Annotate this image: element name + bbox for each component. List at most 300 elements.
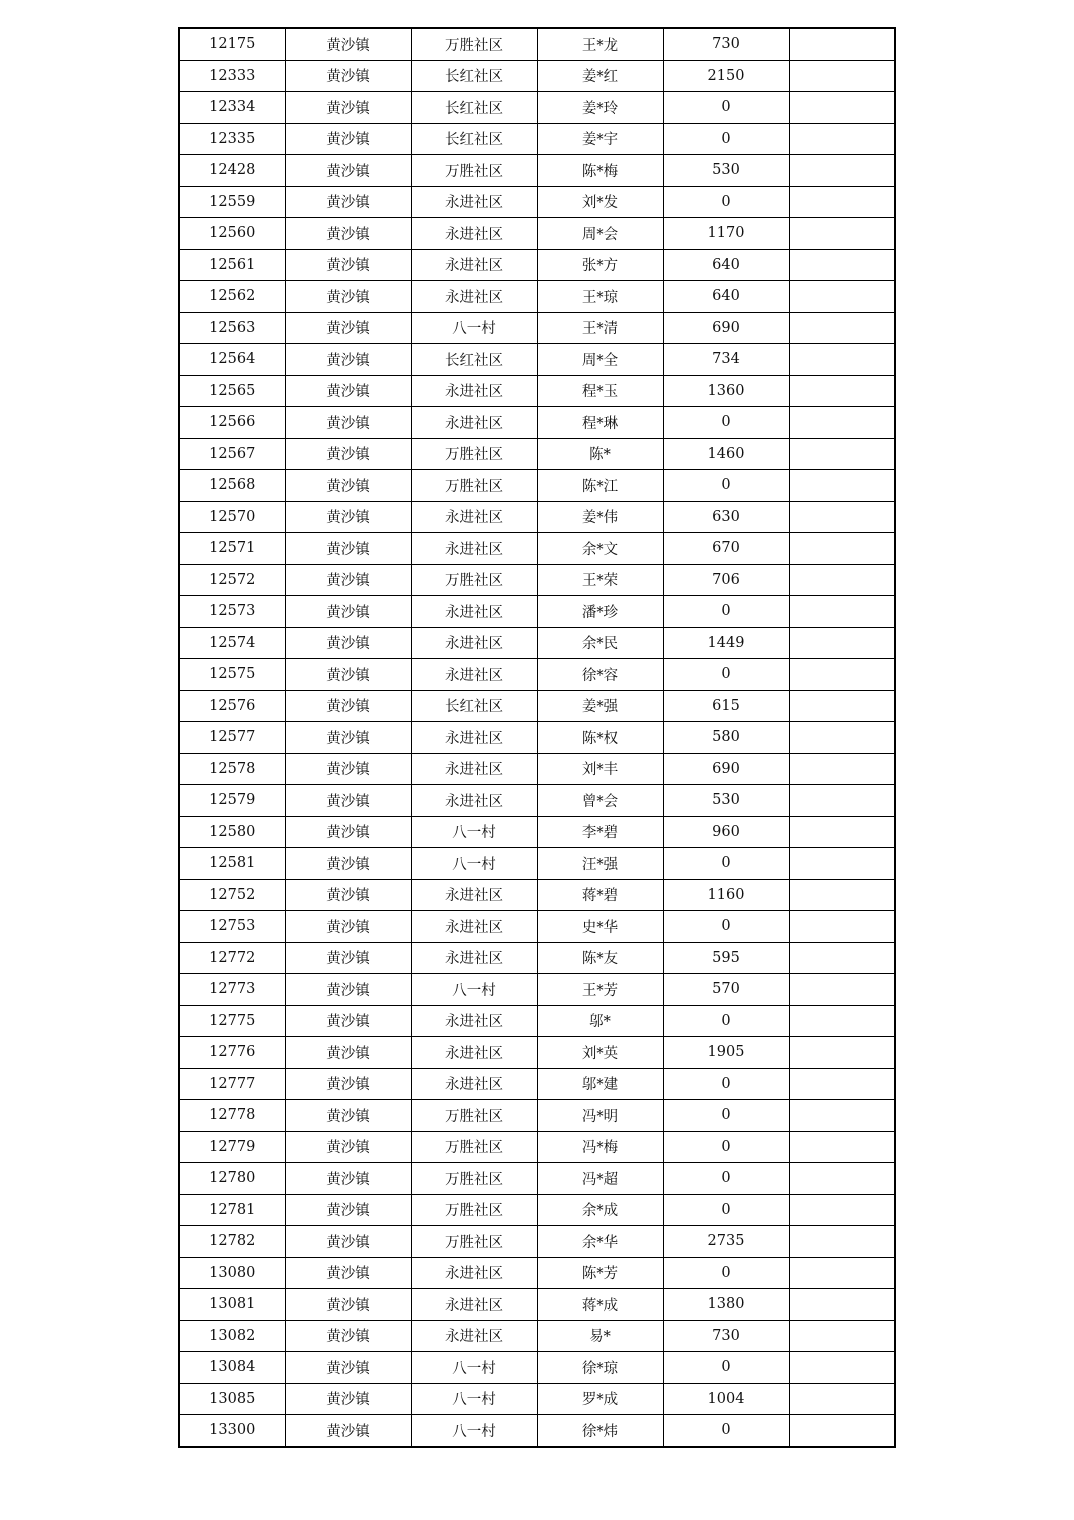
record-id-cell: 12575 (179, 659, 285, 691)
amount-cell: 0 (663, 92, 789, 124)
amount-cell: 1449 (663, 627, 789, 659)
town-cell: 黄沙镇 (285, 1131, 411, 1163)
note-cell (789, 470, 895, 502)
note-cell (789, 501, 895, 533)
table-row (179, 753, 895, 785)
record-id-cell: 12573 (179, 596, 285, 628)
community-cell: 永进社区 (411, 753, 537, 785)
table-row (179, 1415, 895, 1447)
town-cell: 黄沙镇 (285, 816, 411, 848)
amount-cell: 706 (663, 564, 789, 596)
table-row (179, 1383, 895, 1415)
note-cell (789, 155, 895, 187)
record-id-cell: 12567 (179, 438, 285, 470)
table-row (179, 28, 895, 60)
community-cell: 长红社区 (411, 123, 537, 155)
town-cell: 黄沙镇 (285, 785, 411, 817)
community-cell: 八一村 (411, 1352, 537, 1384)
record-id-cell: 12565 (179, 375, 285, 407)
town-cell: 黄沙镇 (285, 1352, 411, 1384)
note-cell (789, 785, 895, 817)
name-cell: 易* (537, 1320, 663, 1352)
note-cell (789, 596, 895, 628)
community-cell: 长红社区 (411, 690, 537, 722)
note-cell (789, 1005, 895, 1037)
table-row (179, 1037, 895, 1069)
record-id-cell: 12577 (179, 722, 285, 754)
name-cell: 姜*强 (537, 690, 663, 722)
amount-cell: 1460 (663, 438, 789, 470)
record-id-cell: 13085 (179, 1383, 285, 1415)
town-cell: 黄沙镇 (285, 1037, 411, 1069)
record-id-cell: 13080 (179, 1257, 285, 1289)
note-cell (789, 92, 895, 124)
community-cell: 永进社区 (411, 1320, 537, 1352)
record-id-cell: 12781 (179, 1194, 285, 1226)
record-id-cell: 12570 (179, 501, 285, 533)
record-id-cell: 12560 (179, 218, 285, 250)
note-cell (789, 1320, 895, 1352)
table-row (179, 564, 895, 596)
table-row (179, 785, 895, 817)
community-cell: 永进社区 (411, 722, 537, 754)
table-row (179, 879, 895, 911)
record-id-cell: 12782 (179, 1226, 285, 1258)
name-cell: 陈*友 (537, 942, 663, 974)
name-cell: 姜*红 (537, 60, 663, 92)
table-row (179, 722, 895, 754)
amount-cell: 730 (663, 28, 789, 60)
record-id-cell: 12576 (179, 690, 285, 722)
amount-cell: 0 (663, 123, 789, 155)
community-cell: 万胜社区 (411, 1226, 537, 1258)
community-cell: 永进社区 (411, 218, 537, 250)
note-cell (789, 879, 895, 911)
note-cell (789, 218, 895, 250)
community-cell: 万胜社区 (411, 470, 537, 502)
table-row (179, 375, 895, 407)
amount-cell: 1380 (663, 1289, 789, 1321)
community-cell: 永进社区 (411, 1037, 537, 1069)
table-row (179, 92, 895, 124)
town-cell: 黄沙镇 (285, 375, 411, 407)
amount-cell: 0 (663, 1194, 789, 1226)
record-id-cell: 12779 (179, 1131, 285, 1163)
amount-cell: 2150 (663, 60, 789, 92)
amount-cell: 0 (663, 1352, 789, 1384)
records-table-body (179, 28, 895, 1447)
name-cell: 姜*宇 (537, 123, 663, 155)
name-cell: 徐*琼 (537, 1352, 663, 1384)
name-cell: 潘*珍 (537, 596, 663, 628)
name-cell: 蒋*碧 (537, 879, 663, 911)
community-cell: 长红社区 (411, 344, 537, 376)
name-cell: 陈*梅 (537, 155, 663, 187)
name-cell: 陈*芳 (537, 1257, 663, 1289)
note-cell (789, 848, 895, 880)
amount-cell: 615 (663, 690, 789, 722)
amount-cell: 1004 (663, 1383, 789, 1415)
table-row (179, 470, 895, 502)
town-cell: 黄沙镇 (285, 60, 411, 92)
amount-cell: 1170 (663, 218, 789, 250)
amount-cell: 690 (663, 312, 789, 344)
town-cell: 黄沙镇 (285, 879, 411, 911)
community-cell: 永进社区 (411, 407, 537, 439)
table-row (179, 1194, 895, 1226)
name-cell: 陈* (537, 438, 663, 470)
record-id-cell: 12571 (179, 533, 285, 565)
record-id-cell: 12580 (179, 816, 285, 848)
community-cell: 永进社区 (411, 1257, 537, 1289)
table-row (179, 974, 895, 1006)
town-cell: 黄沙镇 (285, 1415, 411, 1447)
community-cell: 永进社区 (411, 785, 537, 817)
amount-cell: 0 (663, 1415, 789, 1447)
table-row (179, 249, 895, 281)
name-cell: 刘*发 (537, 186, 663, 218)
name-cell: 罗*成 (537, 1383, 663, 1415)
amount-cell: 670 (663, 533, 789, 565)
town-cell: 黄沙镇 (285, 155, 411, 187)
community-cell: 永进社区 (411, 911, 537, 943)
table-row (179, 407, 895, 439)
community-cell: 万胜社区 (411, 155, 537, 187)
amount-cell: 0 (663, 911, 789, 943)
record-id-cell: 13081 (179, 1289, 285, 1321)
record-id-cell: 12334 (179, 92, 285, 124)
community-cell: 万胜社区 (411, 564, 537, 596)
amount-cell: 734 (663, 344, 789, 376)
town-cell: 黄沙镇 (285, 218, 411, 250)
town-cell: 黄沙镇 (285, 722, 411, 754)
amount-cell: 2735 (663, 1226, 789, 1258)
town-cell: 黄沙镇 (285, 564, 411, 596)
record-id-cell: 12566 (179, 407, 285, 439)
community-cell: 永进社区 (411, 596, 537, 628)
record-id-cell: 13082 (179, 1320, 285, 1352)
community-cell: 永进社区 (411, 375, 537, 407)
table-row (179, 123, 895, 155)
table-row (179, 1320, 895, 1352)
amount-cell: 1360 (663, 375, 789, 407)
town-cell: 黄沙镇 (285, 596, 411, 628)
record-id-cell: 12563 (179, 312, 285, 344)
town-cell: 黄沙镇 (285, 1163, 411, 1195)
community-cell: 永进社区 (411, 627, 537, 659)
note-cell (789, 627, 895, 659)
table-row (179, 596, 895, 628)
record-id-cell: 12752 (179, 879, 285, 911)
note-cell (789, 438, 895, 470)
record-id-cell: 12778 (179, 1100, 285, 1132)
note-cell (789, 1100, 895, 1132)
note-cell (789, 407, 895, 439)
community-cell: 永进社区 (411, 659, 537, 691)
note-cell (789, 1163, 895, 1195)
community-cell: 长红社区 (411, 92, 537, 124)
table-row (179, 911, 895, 943)
note-cell (789, 1415, 895, 1447)
amount-cell: 1160 (663, 879, 789, 911)
amount-cell: 0 (663, 848, 789, 880)
name-cell: 冯*超 (537, 1163, 663, 1195)
table-row (179, 1352, 895, 1384)
note-cell (789, 974, 895, 1006)
town-cell: 黄沙镇 (285, 1383, 411, 1415)
community-cell: 永进社区 (411, 533, 537, 565)
name-cell: 陈*江 (537, 470, 663, 502)
town-cell: 黄沙镇 (285, 438, 411, 470)
record-id-cell: 12773 (179, 974, 285, 1006)
name-cell: 姜*玲 (537, 92, 663, 124)
record-id-cell: 12559 (179, 186, 285, 218)
amount-cell: 0 (663, 1163, 789, 1195)
community-cell: 八一村 (411, 848, 537, 880)
community-cell: 永进社区 (411, 1005, 537, 1037)
table-row (179, 1257, 895, 1289)
name-cell: 徐*容 (537, 659, 663, 691)
name-cell: 王*芳 (537, 974, 663, 1006)
community-cell: 万胜社区 (411, 1100, 537, 1132)
amount-cell: 640 (663, 249, 789, 281)
note-cell (789, 123, 895, 155)
table-row (179, 690, 895, 722)
town-cell: 黄沙镇 (285, 249, 411, 281)
record-id-cell: 12335 (179, 123, 285, 155)
name-cell: 蒋*成 (537, 1289, 663, 1321)
name-cell: 余*文 (537, 533, 663, 565)
table-row (179, 533, 895, 565)
name-cell: 程*琳 (537, 407, 663, 439)
community-cell: 永进社区 (411, 281, 537, 313)
table-row (179, 816, 895, 848)
town-cell: 黄沙镇 (285, 1194, 411, 1226)
amount-cell: 0 (663, 1100, 789, 1132)
community-cell: 永进社区 (411, 942, 537, 974)
town-cell: 黄沙镇 (285, 1320, 411, 1352)
name-cell: 邬*建 (537, 1068, 663, 1100)
table-row (179, 501, 895, 533)
community-cell: 永进社区 (411, 879, 537, 911)
town-cell: 黄沙镇 (285, 690, 411, 722)
name-cell: 王*清 (537, 312, 663, 344)
table-row (179, 1226, 895, 1258)
record-id-cell: 12772 (179, 942, 285, 974)
town-cell: 黄沙镇 (285, 1257, 411, 1289)
table-row (179, 218, 895, 250)
town-cell: 黄沙镇 (285, 911, 411, 943)
record-id-cell: 12572 (179, 564, 285, 596)
amount-cell: 0 (663, 596, 789, 628)
table-row (179, 1289, 895, 1321)
amount-cell: 960 (663, 816, 789, 848)
town-cell: 黄沙镇 (285, 501, 411, 533)
amount-cell: 530 (663, 155, 789, 187)
town-cell: 黄沙镇 (285, 1100, 411, 1132)
name-cell: 余*成 (537, 1194, 663, 1226)
town-cell: 黄沙镇 (285, 1289, 411, 1321)
town-cell: 黄沙镇 (285, 312, 411, 344)
table-row (179, 155, 895, 187)
town-cell: 黄沙镇 (285, 848, 411, 880)
record-id-cell: 13084 (179, 1352, 285, 1384)
town-cell: 黄沙镇 (285, 28, 411, 60)
community-cell: 八一村 (411, 816, 537, 848)
name-cell: 张*方 (537, 249, 663, 281)
town-cell: 黄沙镇 (285, 470, 411, 502)
amount-cell: 0 (663, 1005, 789, 1037)
name-cell: 王*龙 (537, 28, 663, 60)
note-cell (789, 659, 895, 691)
amount-cell: 0 (663, 186, 789, 218)
name-cell: 刘*英 (537, 1037, 663, 1069)
record-id-cell: 12581 (179, 848, 285, 880)
record-id-cell: 12776 (179, 1037, 285, 1069)
record-id-cell: 13300 (179, 1415, 285, 1447)
note-cell (789, 281, 895, 313)
table-row (179, 186, 895, 218)
note-cell (789, 753, 895, 785)
town-cell: 黄沙镇 (285, 92, 411, 124)
table-row (179, 1163, 895, 1195)
name-cell: 姜*伟 (537, 501, 663, 533)
record-id-cell: 12562 (179, 281, 285, 313)
name-cell: 余*民 (537, 627, 663, 659)
name-cell: 冯*梅 (537, 1131, 663, 1163)
community-cell: 八一村 (411, 312, 537, 344)
town-cell: 黄沙镇 (285, 1005, 411, 1037)
note-cell (789, 312, 895, 344)
town-cell: 黄沙镇 (285, 753, 411, 785)
town-cell: 黄沙镇 (285, 533, 411, 565)
note-cell (789, 1037, 895, 1069)
note-cell (789, 28, 895, 60)
town-cell: 黄沙镇 (285, 1226, 411, 1258)
amount-cell: 690 (663, 753, 789, 785)
note-cell (789, 911, 895, 943)
note-cell (789, 690, 895, 722)
amount-cell: 730 (663, 1320, 789, 1352)
note-cell (789, 1226, 895, 1258)
record-id-cell: 12780 (179, 1163, 285, 1195)
note-cell (789, 60, 895, 92)
community-cell: 万胜社区 (411, 28, 537, 60)
record-id-cell: 12333 (179, 60, 285, 92)
name-cell: 徐*炜 (537, 1415, 663, 1447)
table-row (179, 1131, 895, 1163)
note-cell (789, 816, 895, 848)
record-id-cell: 12777 (179, 1068, 285, 1100)
name-cell: 程*玉 (537, 375, 663, 407)
note-cell (789, 533, 895, 565)
table-row (179, 312, 895, 344)
name-cell: 汪*强 (537, 848, 663, 880)
table-row (179, 1100, 895, 1132)
table-row (179, 848, 895, 880)
town-cell: 黄沙镇 (285, 942, 411, 974)
community-cell: 永进社区 (411, 186, 537, 218)
amount-cell: 640 (663, 281, 789, 313)
table-row (179, 281, 895, 313)
town-cell: 黄沙镇 (285, 659, 411, 691)
community-cell: 万胜社区 (411, 438, 537, 470)
note-cell (789, 1257, 895, 1289)
amount-cell: 580 (663, 722, 789, 754)
name-cell: 曾*会 (537, 785, 663, 817)
amount-cell: 0 (663, 470, 789, 502)
town-cell: 黄沙镇 (285, 407, 411, 439)
note-cell (789, 249, 895, 281)
name-cell: 史*华 (537, 911, 663, 943)
record-id-cell: 12775 (179, 1005, 285, 1037)
note-cell (789, 564, 895, 596)
record-id-cell: 12579 (179, 785, 285, 817)
town-cell: 黄沙镇 (285, 974, 411, 1006)
name-cell: 周*会 (537, 218, 663, 250)
note-cell (789, 186, 895, 218)
table-row (179, 344, 895, 376)
record-id-cell: 12578 (179, 753, 285, 785)
table-row (179, 942, 895, 974)
amount-cell: 630 (663, 501, 789, 533)
note-cell (789, 1194, 895, 1226)
community-cell: 长红社区 (411, 60, 537, 92)
community-cell: 永进社区 (411, 249, 537, 281)
town-cell: 黄沙镇 (285, 186, 411, 218)
note-cell (789, 1131, 895, 1163)
note-cell (789, 1068, 895, 1100)
town-cell: 黄沙镇 (285, 627, 411, 659)
community-cell: 永进社区 (411, 1068, 537, 1100)
amount-cell: 0 (663, 1068, 789, 1100)
records-table (178, 27, 896, 1448)
town-cell: 黄沙镇 (285, 344, 411, 376)
amount-cell: 595 (663, 942, 789, 974)
note-cell (789, 375, 895, 407)
table-row (179, 627, 895, 659)
town-cell: 黄沙镇 (285, 281, 411, 313)
table-row (179, 438, 895, 470)
community-cell: 八一村 (411, 1383, 537, 1415)
record-id-cell: 12568 (179, 470, 285, 502)
name-cell: 刘*丰 (537, 753, 663, 785)
community-cell: 万胜社区 (411, 1131, 537, 1163)
amount-cell: 570 (663, 974, 789, 1006)
note-cell (789, 1289, 895, 1321)
table-row (179, 1068, 895, 1100)
record-id-cell: 12564 (179, 344, 285, 376)
amount-cell: 1905 (663, 1037, 789, 1069)
name-cell: 王*荣 (537, 564, 663, 596)
name-cell: 余*华 (537, 1226, 663, 1258)
town-cell: 黄沙镇 (285, 123, 411, 155)
amount-cell: 0 (663, 659, 789, 691)
community-cell: 万胜社区 (411, 1163, 537, 1195)
community-cell: 永进社区 (411, 501, 537, 533)
community-cell: 八一村 (411, 974, 537, 1006)
amount-cell: 0 (663, 1257, 789, 1289)
record-id-cell: 12561 (179, 249, 285, 281)
name-cell: 冯*明 (537, 1100, 663, 1132)
table-row (179, 60, 895, 92)
community-cell: 八一村 (411, 1415, 537, 1447)
name-cell: 邬* (537, 1005, 663, 1037)
note-cell (789, 722, 895, 754)
name-cell: 李*碧 (537, 816, 663, 848)
note-cell (789, 1352, 895, 1384)
name-cell: 陈*权 (537, 722, 663, 754)
